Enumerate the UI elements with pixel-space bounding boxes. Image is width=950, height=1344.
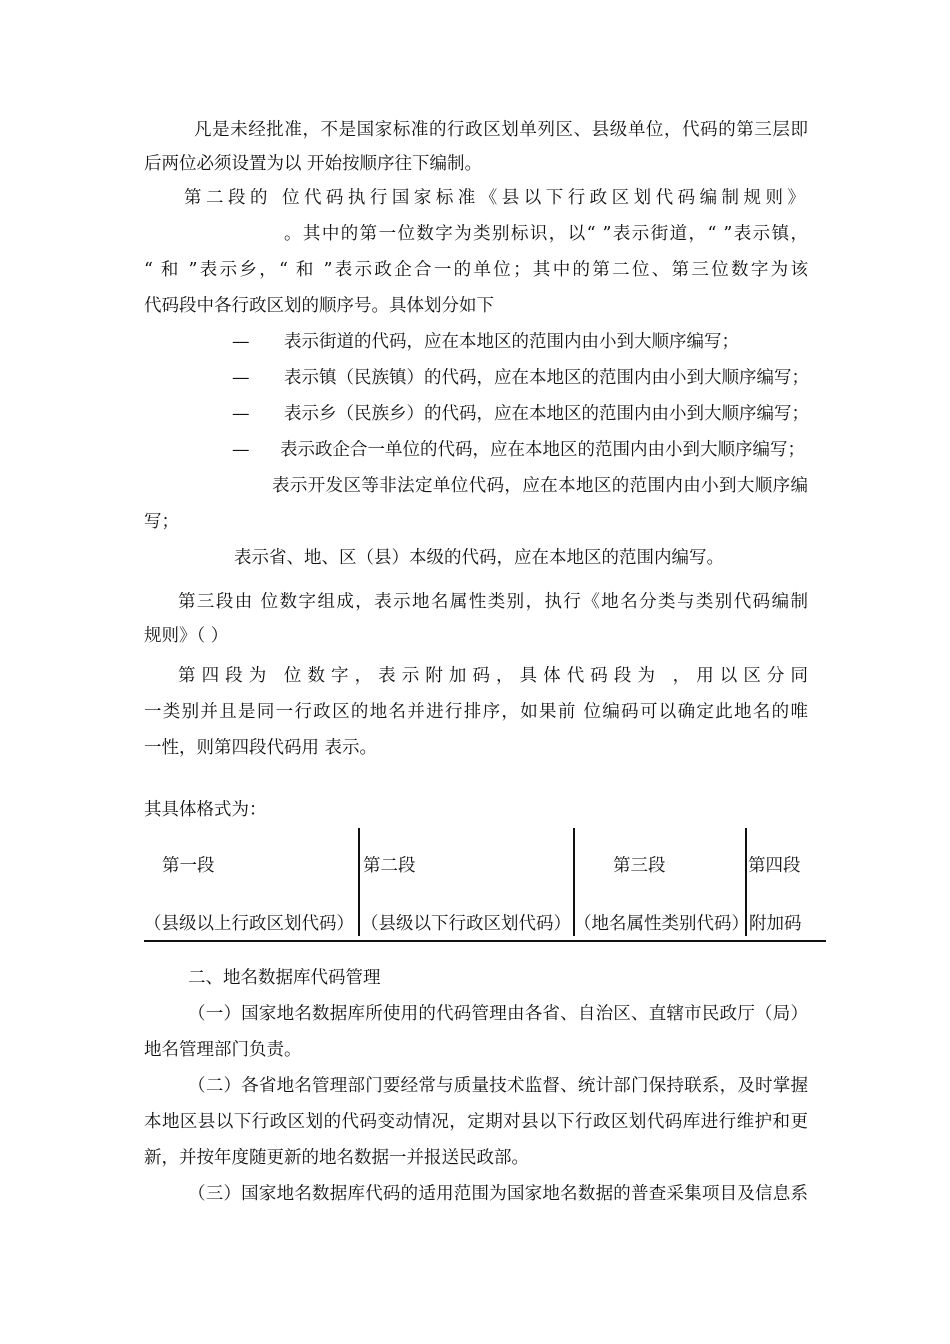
para2-line3: “ 和 ”表示乡，“ 和 ”表示政企合一的单位；其中的第二位、第三位数字为该 [144,260,808,280]
para4-line2: 一类别并且是同一行政区的地名并进行排序，如果前 位编码可以确定此地名的唯 [144,702,808,722]
section2-item2-line2: 本地区县以下行政区划的代码变动情况，定期对县以下行政区划代码库进行维护和更 [144,1112,808,1132]
para4-line1: 第四段为 位数字，表示附加码，具体代码段为 ，用以区分同 [178,666,808,686]
para2-line4: 代码段中各行政区划的顺序号。具体划分如下 [144,296,494,316]
division-dash: — [232,404,250,424]
format-label: 其具体格式为： [144,800,267,820]
section2-item1-line1: （一）国家地名数据库所使用的代码管理由各省、自治区、直辖市民政厅（局） [188,1004,808,1024]
county-level-line: 表示省、地、区（县）本级的代码，应在本地区的范围内编写。 [234,548,724,568]
para4-line3: 一性，则第四段代码用 表示。 [144,738,378,758]
division-dash: — [232,440,250,460]
division-item: 表示乡（民族乡）的代码，应在本地区的范围内由小到大顺序编写； [284,404,809,424]
section2-item1-line2: 地名管理部门负责。 [144,1040,302,1060]
segment-desc: （地名属性类别代码） [574,914,749,934]
para2-line2: 。其中的第一位数字为类别标识，以“ ”表示街道，“ ”表示镇， [284,224,808,244]
segment-desc: （县级以下行政区划代码） [361,914,571,934]
table-bottom-rule [144,940,826,942]
division-item: 表示镇（民族镇）的代码，应在本地区的范围内由小到大顺序编写； [284,368,809,388]
division-item: 表示政企合一单位的代码，应在本地区的范围内由小到大顺序编写； [280,440,805,460]
section2-item2-line1: （二）各省地名管理部门要经常与质量技术监督、统计部门保持联系，及时掌握 [188,1076,808,1096]
segment-desc: 附加码 [749,914,802,934]
para1-line1: 凡是未经批准，不是国家标准的行政区划单列区、县级单位，代码的第三层即 [194,120,808,140]
segment-name: 第三段 [613,856,666,876]
division-dash: — [232,332,250,352]
division-dash: — [232,368,250,388]
dev-zone-line1: 表示开发区等非法定单位代码，应在本地区的范围内由小到大顺序编 [272,476,808,496]
section2-item2-line3: 新，并按年度随更新的地名数据一并报送民政部。 [144,1148,529,1168]
segment-name: 第一段 [162,856,215,876]
table-divider [358,828,360,936]
para2-line1: 第二段的 位代码执行国家标准《县以下行政区划代码编制规则》 [184,188,808,208]
para1-line2: 后两位必须设置为以 开始按顺序往下编制。 [144,154,483,174]
para3-line1: 第三段由 位数字组成，表示地名属性类别，执行《地名分类与类别代码编制 [178,592,808,612]
dev-zone-line2: 写； [144,512,179,532]
section2-heading: 二、地名数据库代码管理 [188,968,381,988]
segment-name: 第四段 [748,856,801,876]
segment-desc: （县级以上行政区划代码） [144,914,354,934]
segment-name: 第二段 [363,856,416,876]
para3-line2: 规则》（ ） [144,626,229,646]
division-item: 表示街道的代码，应在本地区的范围内由小到大顺序编写； [284,332,739,352]
section2-item3-line1: （三）国家地名数据库代码的适用范围为国家地名数据的普查采集项目及信息系 [188,1184,808,1204]
